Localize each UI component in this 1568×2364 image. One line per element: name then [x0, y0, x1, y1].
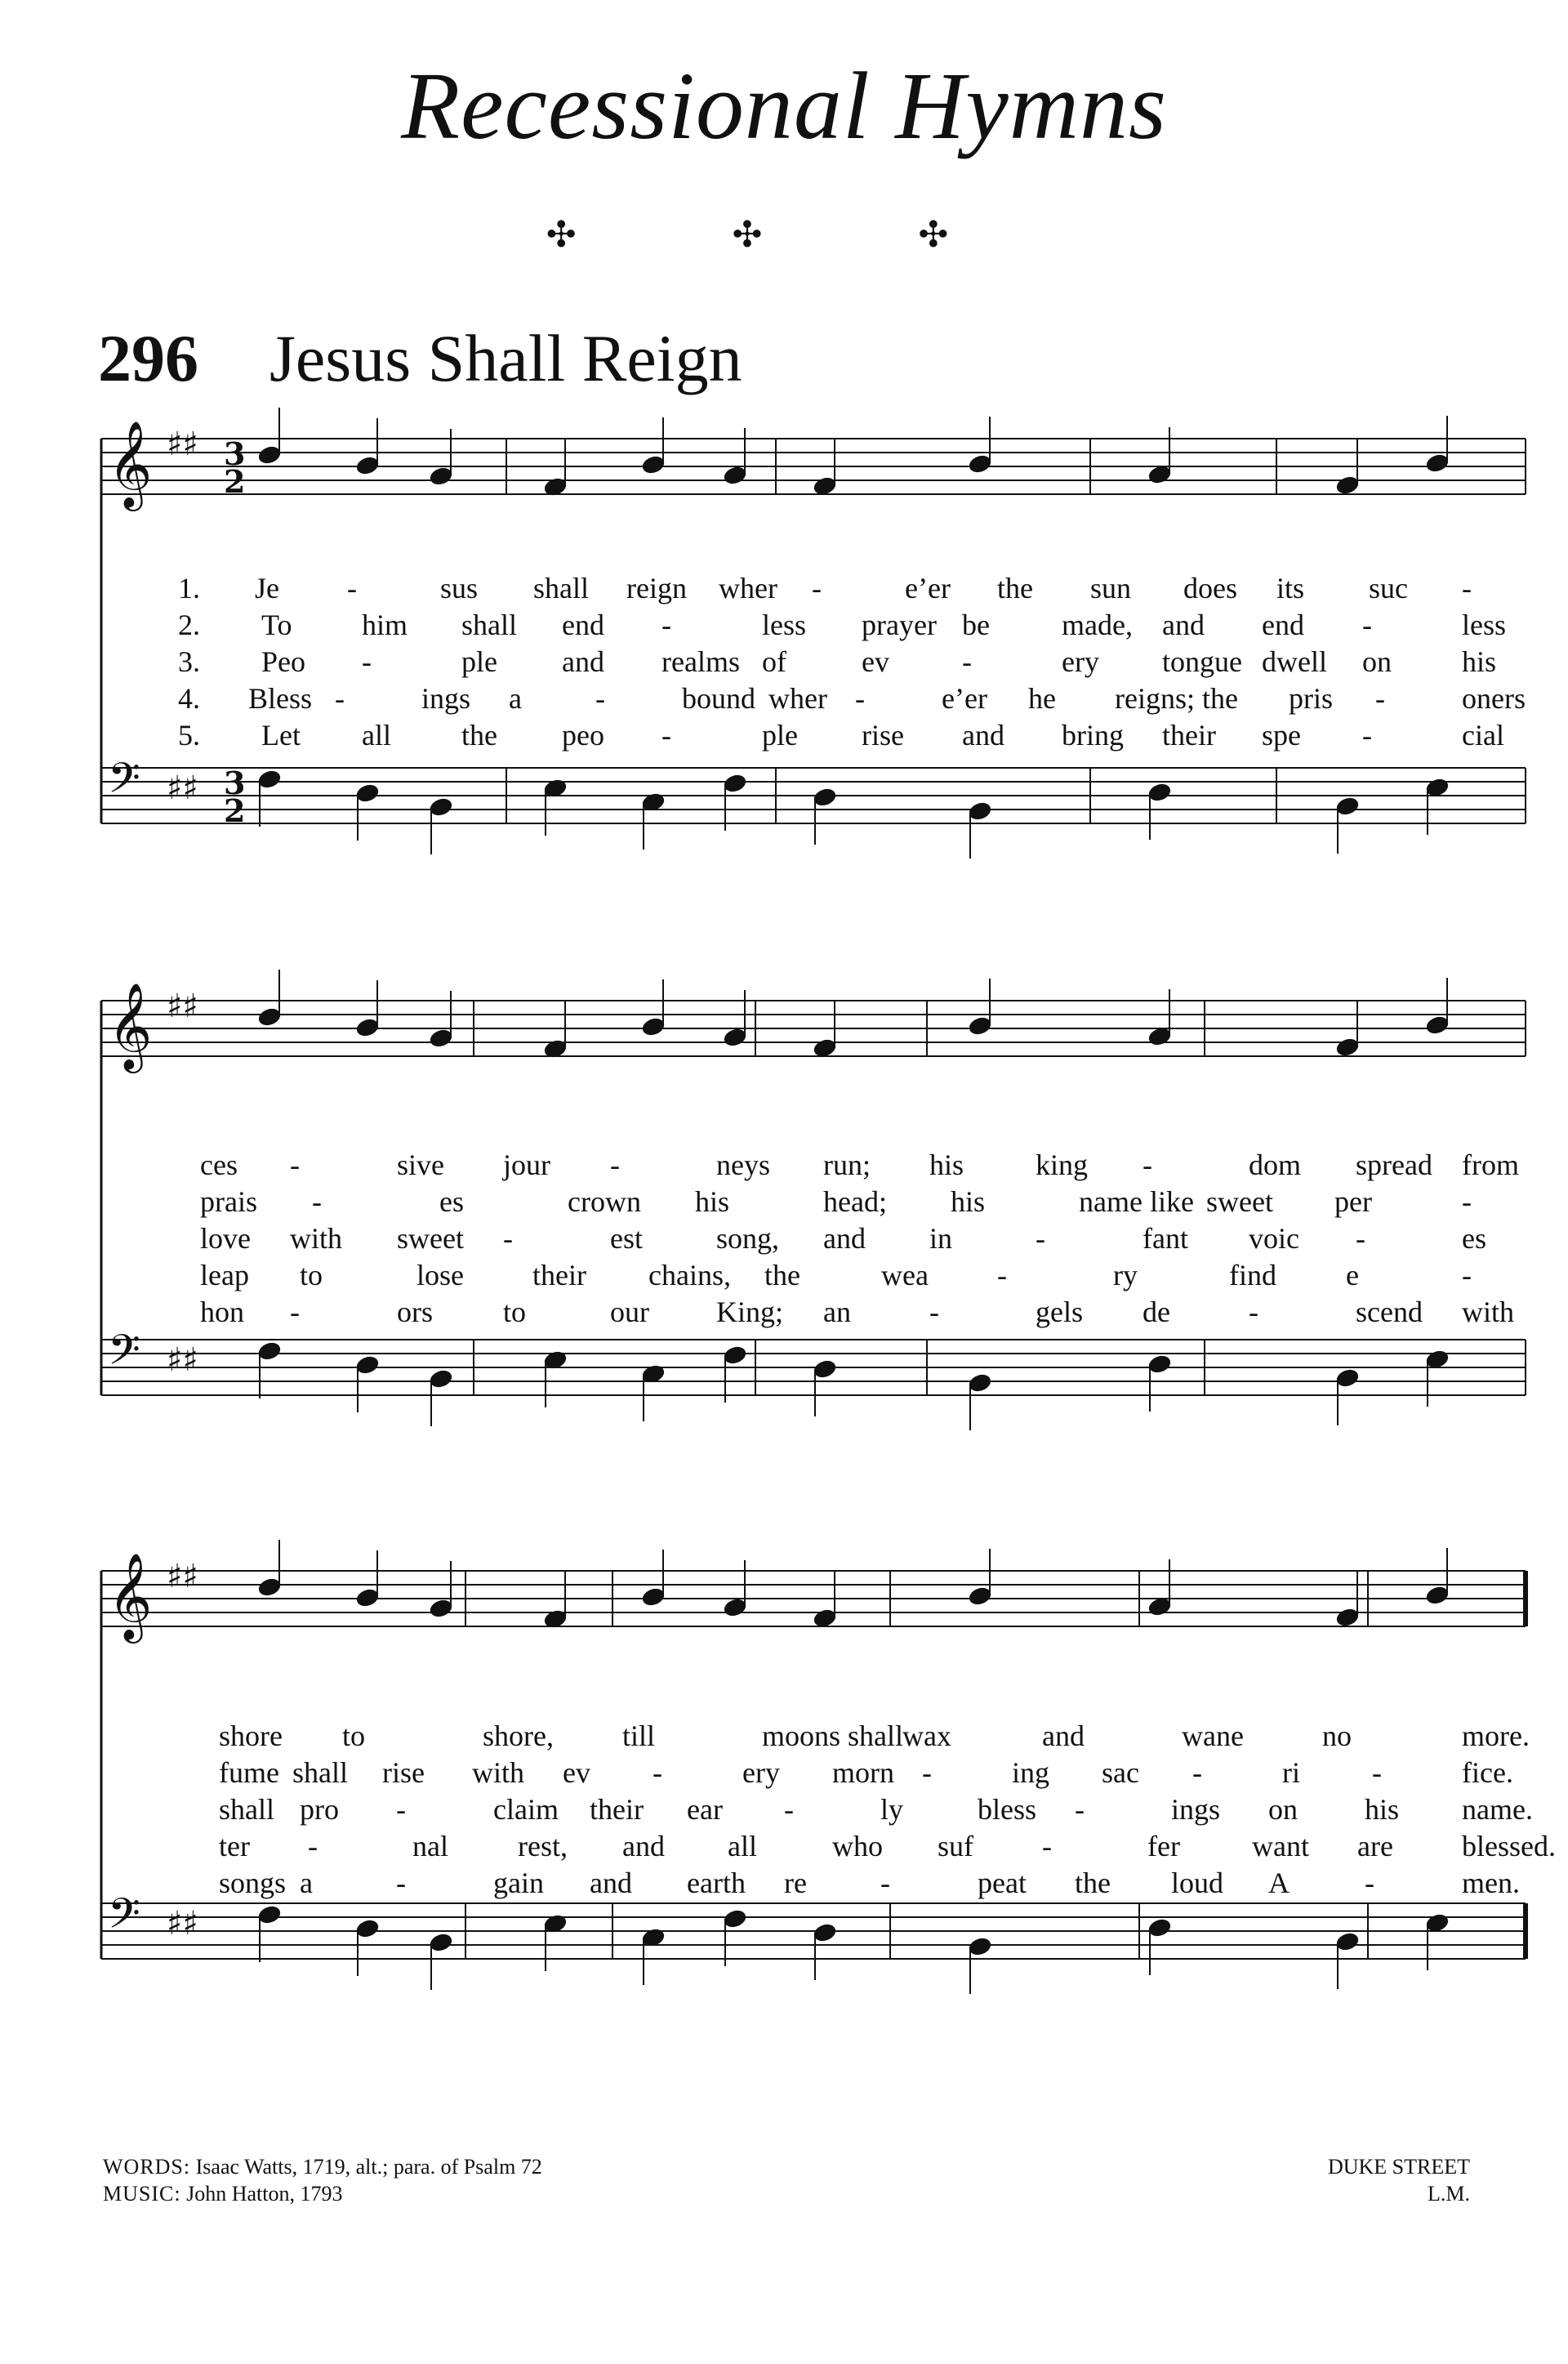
lyric-syllable: a [509, 682, 522, 715]
lyric-syllable: all [728, 1830, 757, 1862]
lyric-syllable: ings [1171, 1793, 1221, 1826]
note-head [1425, 1585, 1450, 1606]
lyric-syllable: and [562, 645, 604, 678]
lyric-syllable: till [622, 1719, 656, 1752]
lyric-syllable: to [503, 1296, 527, 1328]
lyric-syllable: the [461, 719, 497, 752]
lyric-syllable: loud [1171, 1867, 1224, 1899]
key-signature-icon: ♯♯ [167, 426, 198, 463]
note-head [355, 455, 381, 476]
note-head [1335, 1931, 1361, 1952]
note-head [813, 1358, 838, 1380]
lyric-syllable: and [962, 719, 1004, 752]
lyric-syllable: ev [563, 1756, 590, 1789]
lyric-syllable: rise [862, 719, 904, 752]
lyric-syllable: - [335, 682, 345, 715]
lyric-syllable: wax [902, 1719, 951, 1752]
note-head [1335, 1607, 1361, 1628]
bass-clef-icon: 𝄢 [108, 1889, 140, 1948]
lyric-syllable: who [832, 1830, 883, 1862]
note-head [257, 1340, 283, 1362]
lyric-syllable: es [1462, 1222, 1486, 1255]
key-signature-icon: ♯♯ [167, 769, 198, 807]
lyric-syllable: - [962, 645, 972, 678]
lyric-syllable: and [823, 1222, 866, 1255]
note-head [813, 1922, 838, 1943]
lyric-syllable: to [342, 1719, 366, 1752]
lyric-syllable: - [610, 1149, 620, 1181]
lyric-syllable: head; [823, 1185, 887, 1218]
lyric-syllable: bound [682, 682, 755, 715]
lyric-syllable: song, [716, 1222, 780, 1255]
lyric-syllable: suc [1369, 572, 1408, 604]
note-head [723, 773, 748, 794]
note-head [429, 796, 454, 818]
lyric-syllable: songs [219, 1867, 287, 1899]
lyric-syllable: fice. [1462, 1756, 1513, 1789]
lyric-syllable: name. [1462, 1793, 1533, 1826]
credits [103, 2154, 542, 2207]
lyric-syllable: find [1229, 1259, 1276, 1291]
lyric-syllable: es [439, 1185, 464, 1218]
lyric-syllable: and [622, 1830, 665, 1862]
lyric-syllable: ri [1282, 1756, 1300, 1789]
lyric-syllable: - [929, 1296, 939, 1328]
lyric-syllable: peo [562, 719, 604, 752]
note-head [1425, 1015, 1450, 1036]
lyric-syllable: made, [1062, 609, 1133, 641]
lyric-syllable: claim [493, 1793, 559, 1826]
lyric-syllable: morn [832, 1756, 894, 1789]
note-head [641, 1586, 666, 1608]
lyric-syllable: e’er [905, 572, 951, 604]
note-head [257, 1577, 283, 1598]
lyric-syllable: sac [1102, 1756, 1139, 1789]
lyric-syllable: - [1462, 1185, 1472, 1218]
lyric-syllable: A [1268, 1867, 1290, 1899]
lyric-syllable: no [1322, 1719, 1352, 1752]
lyric-syllable: - [503, 1222, 513, 1255]
lyric-syllable: a [300, 1867, 313, 1899]
note-head [355, 1017, 381, 1038]
key-signature-icon: ♯♯ [167, 1341, 198, 1379]
lyric-syllable: ing [1012, 1756, 1050, 1789]
lyric-syllable: he [1028, 682, 1056, 715]
lyric-syllable: scend [1356, 1296, 1423, 1328]
hymn-number: 296 [98, 321, 198, 395]
lyric-syllable: of [762, 645, 786, 678]
lyric-syllable: prayer [862, 609, 937, 641]
lyric-syllable: wea [881, 1259, 929, 1291]
note-head [355, 783, 381, 804]
lyric-syllable: e [1346, 1259, 1359, 1291]
lyric-syllable: sweet [1206, 1185, 1273, 1218]
lyric-syllable: leap [200, 1259, 249, 1291]
words-text: Isaac Watts, 1719, alt.; para. of Psalm 72 [195, 2155, 542, 2179]
lyric-syllable: Peo [261, 645, 305, 678]
lyric-syllable: - [1075, 1793, 1085, 1826]
lyric-syllable: nal [412, 1830, 448, 1862]
lyric-syllable: dwell [1262, 645, 1327, 678]
lyric-syllable: - [1192, 1756, 1202, 1789]
bass-clef-icon: 𝄢 [108, 1325, 140, 1385]
lyric-syllable: love [200, 1222, 251, 1255]
note-head [429, 1932, 454, 1953]
bass-clef-icon: 𝄢 [108, 753, 140, 813]
lyric-syllable: 1. [178, 572, 200, 604]
lyric-syllable: prais [200, 1185, 257, 1218]
lyric-syllable: wher [719, 572, 777, 604]
lyric-syllable: realms [662, 645, 740, 678]
note-head [1335, 1367, 1361, 1389]
ornament-divider: ✣ ✣ ✣ [546, 215, 1022, 255]
lyric-syllable: sun [1090, 572, 1132, 604]
lyric-syllable: wane [1182, 1719, 1244, 1752]
section-title: Recessional Hymns [401, 52, 1167, 159]
lyric-syllable: reign [626, 572, 687, 604]
lyric-syllable: their [532, 1259, 586, 1291]
note-head [429, 1368, 454, 1389]
lyric-syllable: e’er [942, 682, 987, 715]
lyric-syllable: the [1075, 1867, 1111, 1899]
lyric-syllable: their [590, 1793, 644, 1826]
tune-name: DUKE STREET [1327, 2155, 1470, 2179]
note-head [1425, 453, 1450, 474]
tune-info [1328, 2154, 1470, 2207]
treble-clef-icon: 𝄞 [108, 982, 153, 1069]
lyric-syllable: the [997, 572, 1033, 604]
lyric-syllable: 5. [178, 719, 200, 752]
lyric-syllable: - [1143, 1149, 1152, 1181]
lyric-syllable: ery [1062, 645, 1099, 678]
note-head [355, 1354, 381, 1376]
lyric-syllable: bless [978, 1793, 1036, 1826]
lyric-syllable: King; [716, 1296, 784, 1328]
note-head [257, 1006, 283, 1028]
lyric-syllable: - [1249, 1296, 1258, 1328]
lyric-syllable: dom [1249, 1149, 1302, 1181]
lyric-syllable: with [290, 1222, 343, 1255]
lyric-syllable: the [764, 1259, 800, 1291]
lyric-syllable: and [1162, 609, 1205, 641]
lyric-syllable: wher [768, 682, 827, 715]
lyric-syllable: earth [687, 1867, 746, 1899]
lyric-syllable: cial [1462, 719, 1504, 752]
lyric-syllable: shore, [483, 1719, 554, 1752]
lyric-syllable: - [1362, 719, 1372, 752]
lyric-syllable: shall [461, 609, 517, 641]
lyric-syllable: - [1372, 1756, 1382, 1789]
note-head [1335, 475, 1361, 496]
lyric-syllable: rest, [518, 1830, 568, 1862]
lyric-syllable: - [1462, 572, 1472, 604]
note-head [429, 466, 454, 487]
note-head [429, 1028, 454, 1049]
note-head [723, 1345, 748, 1366]
lyric-syllable: - [396, 1867, 406, 1899]
lyric-syllable: Bless [248, 682, 313, 715]
note-head [257, 769, 283, 790]
lyric-syllable: - [1042, 1830, 1052, 1862]
lyric-syllable: ple [762, 719, 798, 752]
lyric-syllable: neys [716, 1149, 770, 1181]
lyric-syllable: - [662, 609, 671, 641]
note-head [1335, 1037, 1361, 1058]
lyric-syllable: 4. [178, 682, 200, 715]
lyric-syllable: his [695, 1185, 730, 1218]
note-head [641, 454, 666, 475]
lyric-syllable: less [1462, 609, 1506, 641]
lyric-syllable: fant [1143, 1222, 1188, 1255]
music-credit [103, 2181, 542, 2208]
lyric-syllable: lose [416, 1259, 464, 1291]
note-head [813, 787, 838, 808]
note-head [1335, 796, 1361, 817]
lyric-syllable: peat [978, 1867, 1027, 1899]
hymn-title: Jesus Shall Reign [270, 321, 742, 395]
lyric-syllable: ors [397, 1296, 433, 1328]
lyric-syllable: want [1252, 1830, 1309, 1862]
lyric-syllable: its [1276, 572, 1305, 604]
lyric-syllable: est [610, 1222, 643, 1255]
lyric-syllable: less [762, 609, 806, 641]
lyric-syllable: his [1365, 1793, 1400, 1826]
lyric-syllable: an [823, 1296, 851, 1328]
note-head [355, 1918, 381, 1939]
lyric-syllable: - [1356, 1222, 1365, 1255]
note-head [723, 1027, 748, 1048]
lyric-syllable: blessed. [1462, 1830, 1556, 1862]
lyric-syllable: - [595, 682, 605, 715]
lyric-syllable: - [1365, 1867, 1374, 1899]
lyric-syllable: - [880, 1867, 890, 1899]
lyric-syllable: him [362, 609, 408, 641]
note-head [723, 465, 748, 486]
lyric-syllable: Je [255, 572, 279, 604]
lyric-syllable: spe [1262, 719, 1301, 752]
note-head [641, 1016, 666, 1037]
lyric-syllable: spread [1356, 1149, 1432, 1181]
lyric-syllable: king [1036, 1149, 1089, 1181]
lyric-syllable: - [1036, 1222, 1045, 1255]
lyric-syllable: reigns; [1115, 682, 1195, 715]
lyric-syllable: suf [938, 1830, 973, 1862]
music-text: John Hatton, 1793 [186, 2181, 343, 2206]
lyric-syllable: - [1362, 609, 1372, 641]
note-head [1147, 1917, 1173, 1938]
lyric-syllable: tongue [1162, 645, 1242, 678]
lyric-syllable: ear [687, 1793, 723, 1826]
lyric-syllable: hon [200, 1296, 244, 1328]
lyric-syllable: shore [219, 1719, 283, 1752]
lyric-syllable: and [590, 1867, 632, 1899]
lyric-syllable: their [1162, 719, 1216, 752]
lyric-syllable: more. [1462, 1719, 1530, 1752]
words-credit [103, 2154, 542, 2181]
lyric-syllable: ple [461, 645, 497, 678]
lyric-syllable: per [1334, 1185, 1372, 1218]
lyric-syllable: rise [382, 1756, 425, 1789]
time-signature-icon: 3 [224, 765, 246, 801]
lyric-syllable: on [1268, 1793, 1298, 1826]
lyric-syllable: are [1357, 1830, 1393, 1862]
lyric-syllable: run; [823, 1149, 871, 1181]
lyric-syllable: - [1375, 682, 1385, 715]
lyric-syllable: - [396, 1793, 406, 1826]
lyric-syllable: shall [533, 572, 589, 604]
lyric-syllable: To [261, 609, 292, 641]
note-head [429, 1598, 454, 1619]
lyric-syllable: crown [568, 1185, 641, 1218]
lyric-syllable: - [997, 1259, 1007, 1291]
note-head [257, 444, 283, 466]
lyric-syllable: end [1262, 609, 1304, 641]
lyric-syllable: with [1462, 1296, 1515, 1328]
lyric-syllable: 2. [178, 609, 200, 641]
lyric-syllable: - [290, 1149, 300, 1181]
note-head [968, 1372, 993, 1394]
lyric-syllable: shall [219, 1793, 274, 1826]
lyric-syllable: all [362, 719, 391, 752]
key-signature-icon: ♯♯ [167, 1905, 198, 1942]
lyric-syllable: our [610, 1296, 649, 1328]
time-signature-icon: 2 [224, 463, 246, 500]
note-head [723, 1908, 748, 1929]
note-head [968, 801, 993, 822]
lyric-syllable: fer [1147, 1830, 1180, 1862]
lyric-syllable: the [1202, 682, 1238, 715]
lyric-syllable: sive [397, 1149, 444, 1181]
lyric-syllable: oners [1462, 682, 1526, 715]
lyric-syllable: - [922, 1756, 932, 1789]
lyric-syllable: - [812, 572, 822, 604]
lyric-syllable: from [1462, 1149, 1519, 1181]
lyric-syllable: 3. [178, 645, 200, 678]
lyric-syllable: with [472, 1756, 525, 1789]
lyric-syllable: - [312, 1185, 322, 1218]
lyric-syllable: Let [261, 719, 301, 752]
lyric-syllable: re [784, 1867, 807, 1899]
lyric-syllable: bring [1062, 719, 1124, 752]
lyric-syllable: de [1143, 1296, 1170, 1328]
lyric-syllable: and [1042, 1719, 1085, 1752]
lyric-syllable: end [562, 609, 604, 641]
lyric-syllable: to [300, 1259, 323, 1291]
lyric-syllable: - [653, 1756, 662, 1789]
lyric-syllable: - [308, 1830, 318, 1862]
lyric-syllable: pris [1289, 682, 1333, 715]
meter: L.M. [1428, 2181, 1470, 2206]
lyric-syllable: jour [503, 1149, 550, 1181]
lyric-syllable: chains, [648, 1259, 731, 1291]
music-label: MUSIC: [103, 2181, 181, 2206]
lyric-syllable: - [290, 1296, 300, 1328]
words-label: WORDS: [103, 2155, 191, 2179]
lyric-syllable: ly [880, 1793, 904, 1826]
note-head [723, 1597, 748, 1618]
lyric-syllable: ces [200, 1149, 238, 1181]
lyric-syllable: ry [1113, 1259, 1138, 1291]
treble-clef-icon: 𝄞 [108, 1552, 153, 1639]
time-signature-icon: 3 [224, 435, 246, 472]
lyric-syllable: moons shall [762, 1719, 904, 1752]
note-head [1147, 1354, 1173, 1375]
lyric-syllable: - [662, 719, 671, 752]
lyric-syllable: gels [1036, 1296, 1083, 1328]
note-head [355, 1587, 381, 1608]
lyric-syllable: in [929, 1222, 953, 1255]
lyric-syllable: on [1362, 645, 1392, 678]
lyric-syllable: - [362, 645, 372, 678]
lyric-syllable: - [347, 572, 357, 604]
lyric-syllable: shall [292, 1756, 348, 1789]
lyric-syllable: sus [440, 572, 479, 604]
lyric-syllable: his [1462, 645, 1497, 678]
key-signature-icon: ♯♯ [167, 1558, 198, 1595]
note-head [1147, 782, 1173, 803]
treble-clef-icon: 𝄞 [108, 420, 153, 507]
lyric-syllable: - [1462, 1259, 1472, 1291]
lyric-syllable: ery [742, 1756, 780, 1789]
note-head [968, 453, 993, 475]
lyric-syllable: voic [1249, 1222, 1299, 1255]
lyric-syllable: fume [219, 1756, 279, 1789]
note-head [968, 1586, 993, 1607]
key-signature-icon: ♯♯ [167, 988, 198, 1025]
note-head [968, 1936, 993, 1957]
lyric-syllable: his [951, 1185, 986, 1218]
lyric-syllable: pro [300, 1793, 339, 1826]
lyric-syllable: does [1183, 572, 1237, 604]
lyric-syllable: - [784, 1793, 794, 1826]
lyric-syllable: sweet [397, 1222, 464, 1255]
lyric-syllable: gain [493, 1867, 544, 1899]
time-signature-icon: 2 [224, 792, 246, 829]
lyric-syllable: men. [1462, 1867, 1520, 1899]
lyric-syllable: ter [219, 1830, 250, 1862]
lyric-syllable: name like [1079, 1185, 1194, 1218]
lyric-syllable: his [929, 1149, 964, 1181]
lyric-syllable: ings [421, 682, 471, 715]
lyric-syllable: - [855, 682, 865, 715]
lyric-syllable: be [962, 609, 990, 641]
lyric-syllable: ev [862, 645, 889, 678]
note-head [968, 1015, 993, 1037]
note-head [257, 1904, 283, 1925]
